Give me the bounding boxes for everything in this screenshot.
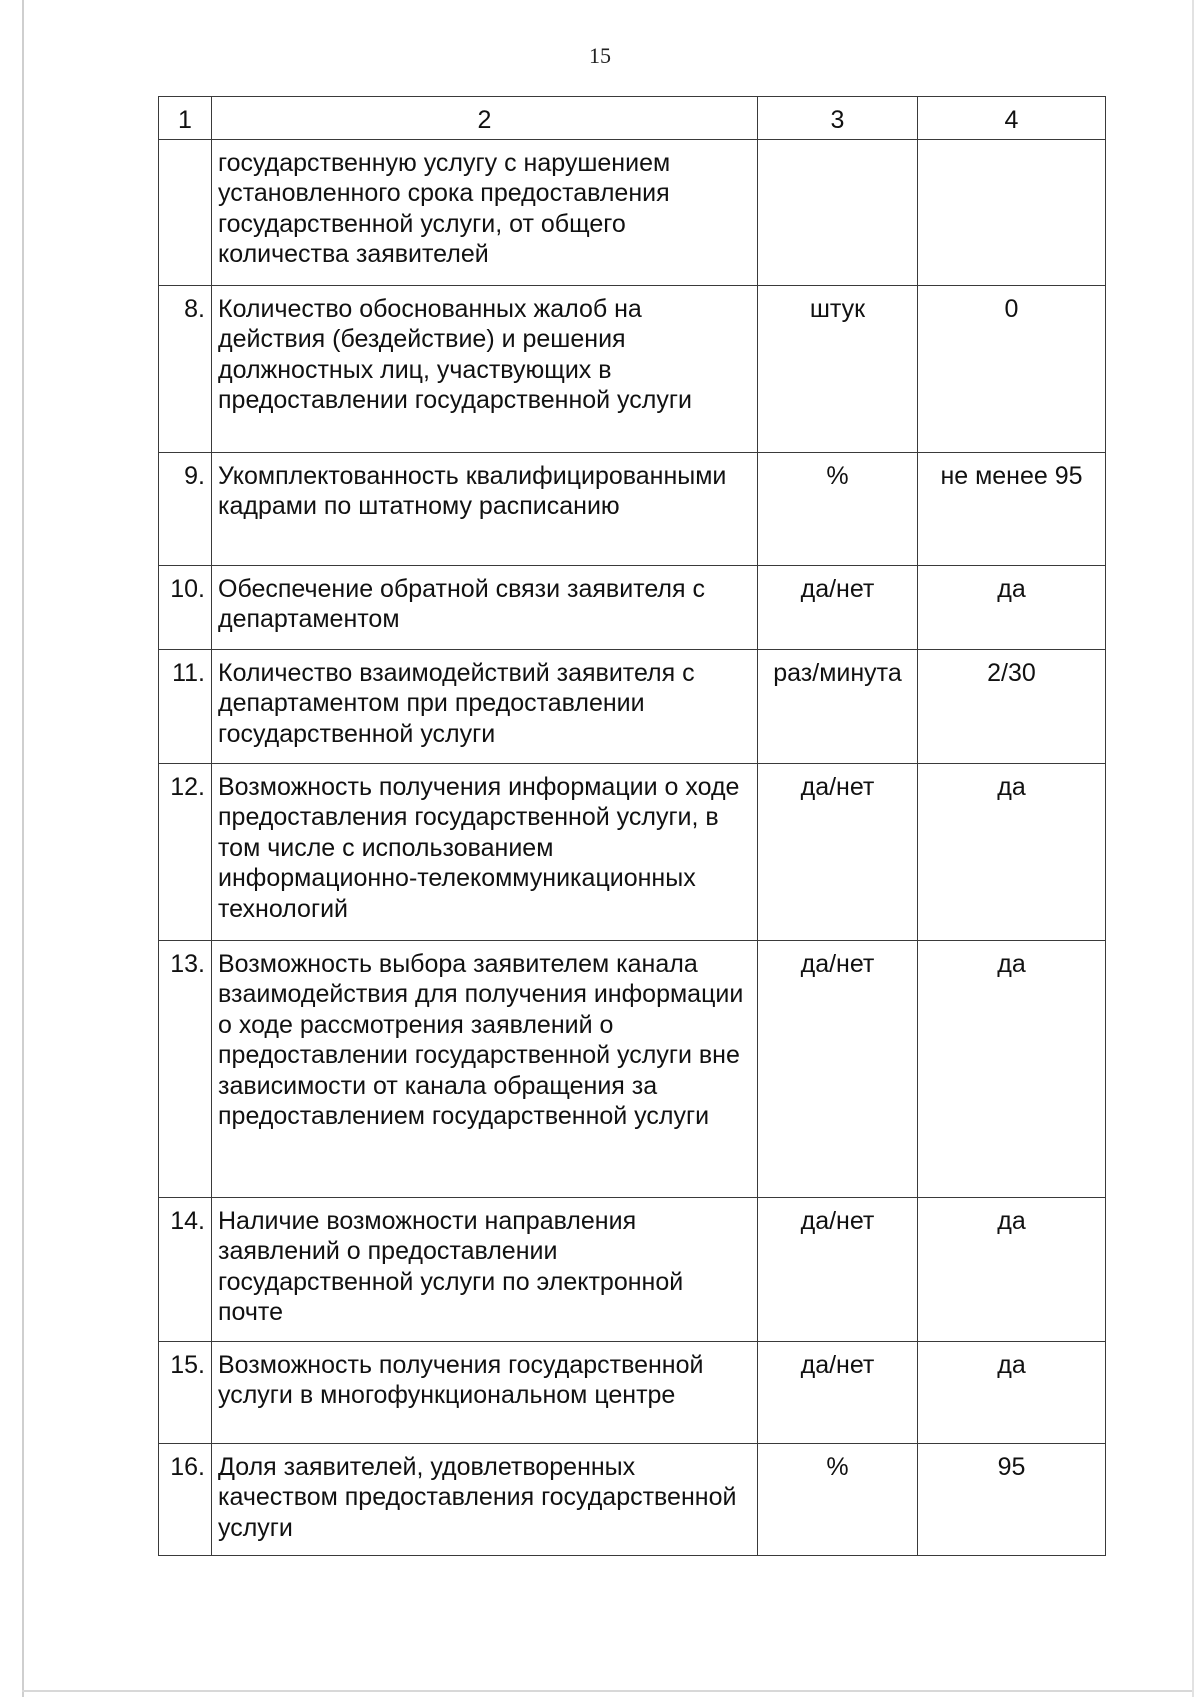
row-indicator-text: Доля заявителей, удовлетворенных качеством предоставления государственной услуги: [212, 1443, 758, 1555]
row-unit: штук: [758, 285, 918, 452]
row-value: [918, 139, 1106, 285]
row-value: 0: [918, 285, 1106, 452]
row-number: 14.: [159, 1197, 212, 1341]
row-value: 95: [918, 1443, 1106, 1555]
row-value: да: [918, 1197, 1106, 1341]
table-row: [159, 285, 1106, 452]
row-indicator-text: Возможность получения информации о ходе предоставления государственной услуги, в том числе с использованием информационно-телекоммуникационных технологий: [212, 763, 758, 940]
header-cell-2: 2: [212, 97, 758, 140]
table-row: [159, 565, 1106, 649]
row-number: [159, 139, 212, 285]
table-row: [159, 1443, 1106, 1555]
row-unit: да/нет: [758, 1197, 918, 1341]
table-row: [159, 763, 1106, 940]
table-row: [159, 649, 1106, 763]
header-cell-3: 3: [758, 97, 918, 140]
row-indicator-text: Наличие возможности направления заявлений о предоставлении государственной услуги по электронной почте: [212, 1197, 758, 1341]
table-row: [159, 1197, 1106, 1341]
row-value: да: [918, 940, 1106, 1197]
row-indicator-text: Обеспечение обратной связи заявителя с департаментом: [212, 565, 758, 649]
row-number: 8.: [159, 285, 212, 452]
row-unit: %: [758, 1443, 918, 1555]
row-number: 16.: [159, 1443, 212, 1555]
row-unit: да/нет: [758, 1341, 918, 1443]
row-number: 13.: [159, 940, 212, 1197]
row-indicator-text: Количество взаимодействий заявителя с департаментом при предоставлении государственной услуги: [212, 649, 758, 763]
table-row: [159, 940, 1106, 1197]
row-value: да: [918, 1341, 1106, 1443]
row-unit: да/нет: [758, 565, 918, 649]
row-unit: %: [758, 452, 918, 565]
row-value: да: [918, 565, 1106, 649]
row-unit: [758, 139, 918, 285]
indicators-table: [158, 96, 1106, 1556]
scan-edge-right: [1192, 0, 1194, 1697]
row-unit: да/нет: [758, 763, 918, 940]
table-row: [159, 452, 1106, 565]
header-cell-1: 1: [159, 97, 212, 140]
row-indicator-text: Возможность выбора заявителем канала взаимодействия для получения информации о ходе рассмотрения заявлений о предоставлении государственной услуги вне зависимости от канала обращения за предоставлением государственной услуги: [212, 940, 758, 1197]
row-value: не менее 95: [918, 452, 1106, 565]
scan-edge-bottom: [22, 1690, 1192, 1692]
table-row: [159, 139, 1106, 285]
row-number: 11.: [159, 649, 212, 763]
row-number: 12.: [159, 763, 212, 940]
row-unit: да/нет: [758, 940, 918, 1197]
row-number: 15.: [159, 1341, 212, 1443]
row-indicator-text: Количество обоснованных жалоб на действия (бездействие) и решения должностных лиц, участвующих в предоставлении государственной услуги: [212, 285, 758, 452]
table-header-row: [159, 97, 1106, 140]
row-indicator-text: Возможность получения государственной услуги в многофункциональном центре: [212, 1341, 758, 1443]
row-value: 2/30: [918, 649, 1106, 763]
row-number: 10.: [159, 565, 212, 649]
row-number: 9.: [159, 452, 212, 565]
scan-edge-left: [22, 0, 24, 1697]
row-value: да: [918, 763, 1106, 940]
page-number: 15: [589, 43, 611, 68]
row-unit: раз/минута: [758, 649, 918, 763]
row-indicator-text: Укомплектованность квалифицированными кадрами по штатному расписанию: [212, 452, 758, 565]
header-cell-4: 4: [918, 97, 1106, 140]
row-indicator-text: государственную услугу с нарушением установленного срока предоставления государственной услуги, от общего количества заявителей: [212, 139, 758, 285]
table-row: [159, 1341, 1106, 1443]
